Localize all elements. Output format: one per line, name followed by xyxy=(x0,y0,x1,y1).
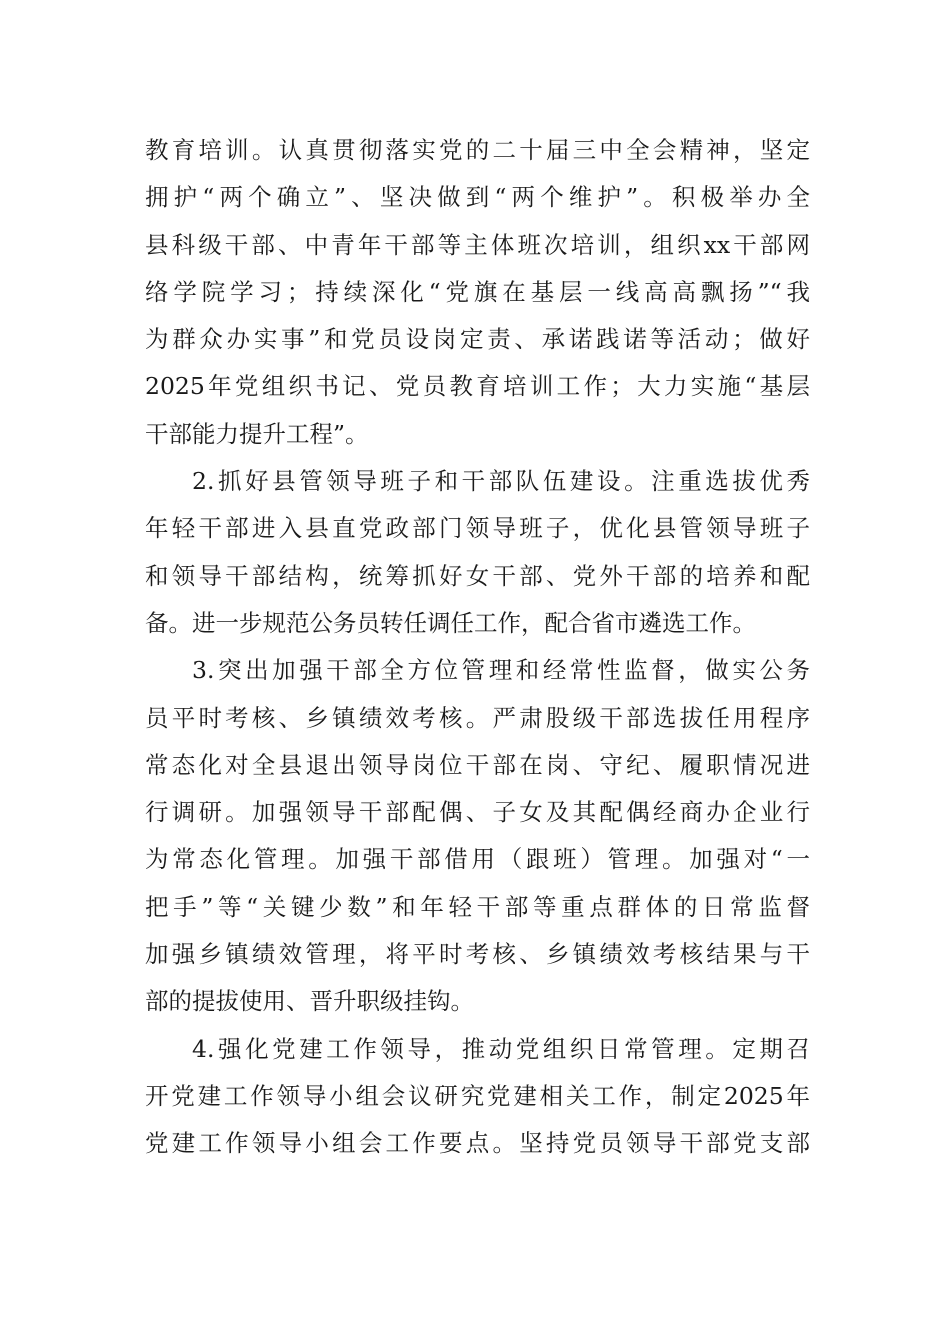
text-line: 行调研。加强领导干部配偶、子女及其配偶经商办企业行 xyxy=(145,798,810,827)
text-line: 2025年党组织书记、党员教育培训工作；大力实施“基层 xyxy=(145,372,810,401)
text-line: 3.突出加强干部全方位管理和经常性监督，做实公务 xyxy=(192,656,810,685)
text-line: 县科级干部、中青年干部等主体班次培训，组织xx干部网 xyxy=(145,230,810,259)
text-line: 络学院学习；持续深化“党旗在基层一线高高飘扬”“我 xyxy=(145,277,810,306)
text-line: 拥护“两个确立”、坚决做到“两个维护”。积极举办全 xyxy=(145,183,810,212)
text-line: 常态化对全县退出领导岗位干部在岗、守纪、履职情况进 xyxy=(145,750,810,779)
paragraph-item-3 xyxy=(145,647,810,1025)
text-line: 部的提拔使用、晋升职级挂钩。 xyxy=(145,987,474,1016)
paragraph-item-2 xyxy=(145,458,810,647)
text-line: 干部能力提升工程”。 xyxy=(145,419,369,448)
text-line: 加强乡镇绩效管理，将平时考核、乡镇绩效考核结果与干 xyxy=(145,940,810,969)
paragraph-education-training xyxy=(145,127,810,458)
text-line: 党建工作领导小组会工作要点。坚持党员领导干部党支部 xyxy=(145,1129,810,1158)
document-body xyxy=(145,127,810,1168)
text-line: 教育培训。认真贯彻落实党的二十届三中全会精神，坚定 xyxy=(145,136,810,164)
text-line: 为群众办实事”和党员设岗定责、承诺践诺等活动；做好 xyxy=(145,325,810,354)
text-line: 开党建工作领导小组会议研究党建相关工作，制定2025年 xyxy=(145,1081,810,1110)
paragraph-item-4 xyxy=(145,1026,810,1168)
text-line: 4.强化党建工作领导，推动党组织日常管理。定期召 xyxy=(192,1034,810,1063)
text-line: 2.抓好县管领导班子和干部队伍建设。注重选拔优秀 xyxy=(192,467,810,496)
text-line: 把手”等“关键少数”和年轻干部等重点群体的日常监督 xyxy=(145,892,810,921)
text-line: 备。进一步规范公务员转任调任工作，配合省市遴选工作。 xyxy=(145,608,756,637)
text-line: 为常态化管理。加强干部借用（跟班）管理。加强对“一 xyxy=(145,845,810,874)
text-line: 和领导干部结构，统筹抓好女干部、党外干部的培养和配 xyxy=(145,561,810,590)
text-line: 年轻干部进入县直党政部门领导班子，优化县管领导班子 xyxy=(145,514,810,543)
text-line: 员平时考核、乡镇绩效考核。严肃股级干部选拔任用程序 xyxy=(145,703,810,732)
